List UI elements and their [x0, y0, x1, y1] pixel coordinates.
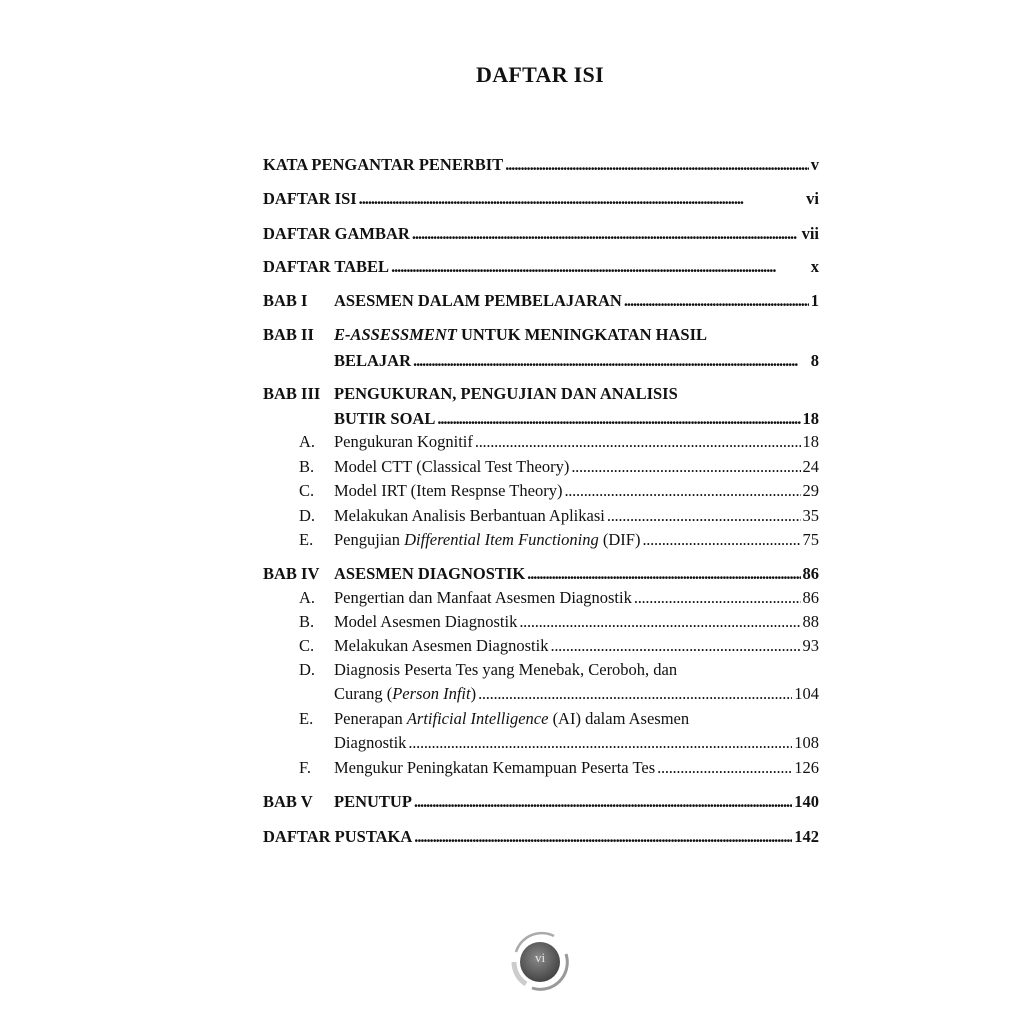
title-rest: UNTUK MENINGKATAN HASIL: [456, 325, 708, 344]
toc-entry-page: 1: [810, 291, 819, 310]
toc-entry-title: [334, 684, 476, 704]
toc-subentry[interactable]: [263, 481, 819, 501]
dot-leader: [624, 291, 809, 311]
chapter-code: BAB I: [263, 291, 308, 310]
toc-entry-title: BELAJAR: [334, 351, 412, 370]
toc-entry-daftar-pustaka[interactable]: [263, 827, 819, 847]
dot-leader: [519, 612, 800, 632]
toc-subentry[interactable]: [263, 660, 819, 680]
dot-leader: [607, 506, 801, 526]
toc-subentry[interactable]: [263, 588, 819, 608]
toc-subentry[interactable]: [263, 758, 819, 778]
dot-leader: [437, 409, 800, 429]
subentry-letter: F.: [299, 758, 311, 777]
toc-entry-page: 86: [802, 564, 819, 583]
chapter-code: BAB III: [263, 384, 321, 403]
toc-entry-title: BUTIR SOAL: [334, 409, 436, 428]
dot-leader: [527, 564, 800, 584]
toc-entry-daftar-gambar[interactable]: [263, 224, 819, 244]
toc-entry-title: KATA PENGANTAR PENERBIT: [263, 155, 504, 174]
toc-entry-daftar-tabel[interactable]: [263, 257, 819, 277]
toc-entry-page: v: [810, 155, 819, 174]
title-part: (DIF): [598, 530, 641, 549]
title-italic-part: Person Infit: [392, 684, 471, 703]
toc-entry-title: DAFTAR PUSTAKA: [263, 827, 413, 846]
toc-entry-title: ASESMEN DALAM PEMBELAJARAN: [334, 291, 622, 310]
title-part: Pengujian: [334, 530, 405, 549]
toc-entry-page: 93: [802, 636, 819, 655]
subentry-letter: C.: [299, 481, 315, 500]
toc-entry-title: Model Asesmen Diagnostik: [334, 612, 518, 631]
title-part: ): [470, 684, 477, 703]
chapter-code: BAB II: [263, 325, 314, 344]
dot-leader: [478, 684, 792, 704]
toc-entry-title: Mengukur Peningkatan Kemampuan Peserta Tes: [334, 758, 656, 777]
toc-subentry[interactable]: [263, 612, 819, 632]
toc-entry-title: Pengukuran Kognitif: [334, 432, 473, 451]
toc-entry-kata-pengantar[interactable]: [263, 155, 819, 175]
toc-entry-page: vii: [801, 224, 819, 243]
toc-entry-title: Pengertian dan Manfaat Asesmen Diagnostik: [334, 588, 632, 607]
title-part: Curang (: [334, 684, 393, 703]
toc-entry-daftar-isi[interactable]: [263, 189, 819, 209]
dot-leader: [564, 481, 800, 501]
toc-entry-title: DAFTAR TABEL: [263, 257, 390, 276]
toc-entry-page: 24: [802, 457, 819, 476]
toc-entry-title: DAFTAR GAMBAR: [263, 224, 410, 243]
toc-entry-bab-4[interactable]: [263, 564, 819, 584]
subentry-letter: B.: [299, 457, 315, 476]
toc-entry-page: 140: [794, 792, 819, 811]
dot-leader: [391, 257, 809, 277]
toc-entry-title: Melakukan Analisis Berbantuan Aplikasi: [334, 506, 605, 525]
dot-leader: [505, 155, 809, 175]
title-part: Penerapan: [334, 709, 407, 728]
toc-entry-title: [334, 325, 707, 345]
dot-leader: [413, 351, 809, 371]
dot-leader: [550, 636, 800, 656]
toc-entry-page: 35: [802, 506, 819, 525]
toc-subentry[interactable]: [263, 506, 819, 526]
toc-entry-title: ASESMEN DIAGNOSTIK: [334, 564, 526, 583]
subentry-letter: A.: [299, 432, 316, 451]
toc-entry-page: vi: [806, 189, 819, 208]
subentry-letter: D.: [299, 506, 316, 525]
toc-entry-title: Melakukan Asesmen Diagnostik: [334, 636, 549, 655]
toc-entry-bab-2-cont[interactable]: [263, 351, 819, 371]
page-title: DAFTAR ISI: [476, 62, 604, 87]
toc-entry-title: Diagnosis Peserta Tes yang Menebak, Ceroboh, dan: [334, 660, 678, 679]
toc-entry-page: 142: [794, 827, 819, 846]
toc-subentry-cont[interactable]: [263, 684, 819, 704]
dot-leader: [412, 224, 800, 244]
title-part: (AI) dalam Asesmen: [548, 709, 690, 728]
toc-subentry[interactable]: [263, 432, 819, 452]
toc-entry-page: 88: [802, 612, 819, 631]
toc-entry-page: 86: [802, 588, 819, 607]
dot-leader: [571, 457, 800, 477]
page-number-badge: [504, 926, 576, 998]
dot-leader: [642, 530, 800, 550]
toc-entry-title: PENGUKURAN, PENGUJIAN DAN ANALISIS: [334, 384, 678, 403]
toc-entry-page: 126: [794, 758, 819, 777]
dot-leader: [475, 432, 801, 452]
toc-entry-title: [334, 709, 689, 729]
subentry-letter: A.: [299, 588, 316, 607]
toc-entry-title: [334, 530, 640, 550]
toc-subentry[interactable]: [263, 636, 819, 656]
toc-entry-page: 104: [794, 684, 819, 703]
dot-leader: [359, 189, 804, 209]
toc-entry-bab-2[interactable]: [263, 325, 819, 345]
dot-leader: [657, 758, 792, 778]
toc-entry-title: PENUTUP: [334, 792, 412, 811]
toc-entry-page: 75: [802, 530, 819, 549]
toc-entry-page: 29: [802, 481, 819, 500]
dot-leader: [408, 733, 792, 753]
toc-entry-bab-1[interactable]: [263, 291, 819, 311]
toc-entry-title: Model IRT (Item Respnse Theory): [334, 481, 563, 500]
toc-entry-bab-5[interactable]: [263, 792, 819, 812]
chapter-code: BAB V: [263, 792, 313, 811]
toc-entry-page: 18: [802, 432, 819, 451]
toc-entry-page: 18: [802, 409, 819, 428]
toc-subentry-cont[interactable]: [263, 733, 819, 753]
subentry-letter: C.: [299, 636, 315, 655]
subentry-letter: E.: [299, 709, 314, 728]
toc-entry-bab-3-cont[interactable]: [263, 409, 819, 429]
toc-entry-page: 108: [794, 733, 819, 752]
toc-entry-bab-3[interactable]: [263, 384, 819, 404]
toc-subentry[interactable]: [263, 709, 819, 729]
toc-subentry[interactable]: [263, 457, 819, 477]
title-italic-part: Differential Item Functioning: [404, 530, 599, 549]
toc-entry-title: Diagnostik: [334, 733, 407, 752]
toc-entry-title: DAFTAR ISI: [263, 189, 357, 208]
chapter-code: BAB IV: [263, 564, 320, 583]
toc-entry-page: 8: [810, 351, 819, 370]
dot-leader: [414, 792, 792, 812]
toc-subentry[interactable]: [263, 530, 819, 550]
toc-entry-title: Model CTT (Classical Test Theory): [334, 457, 570, 476]
toc-entry-page: x: [810, 257, 819, 276]
subentry-letter: B.: [299, 612, 315, 631]
dot-leader: [634, 588, 801, 608]
dot-leader: [414, 827, 792, 847]
subentry-letter: E.: [299, 530, 314, 549]
page-number: vi: [534, 950, 546, 965]
subentry-letter: D.: [299, 660, 316, 679]
title-italic-part: E-ASSESSMENT: [334, 325, 457, 344]
title-italic-part: Artificial Intelligence: [406, 709, 549, 728]
